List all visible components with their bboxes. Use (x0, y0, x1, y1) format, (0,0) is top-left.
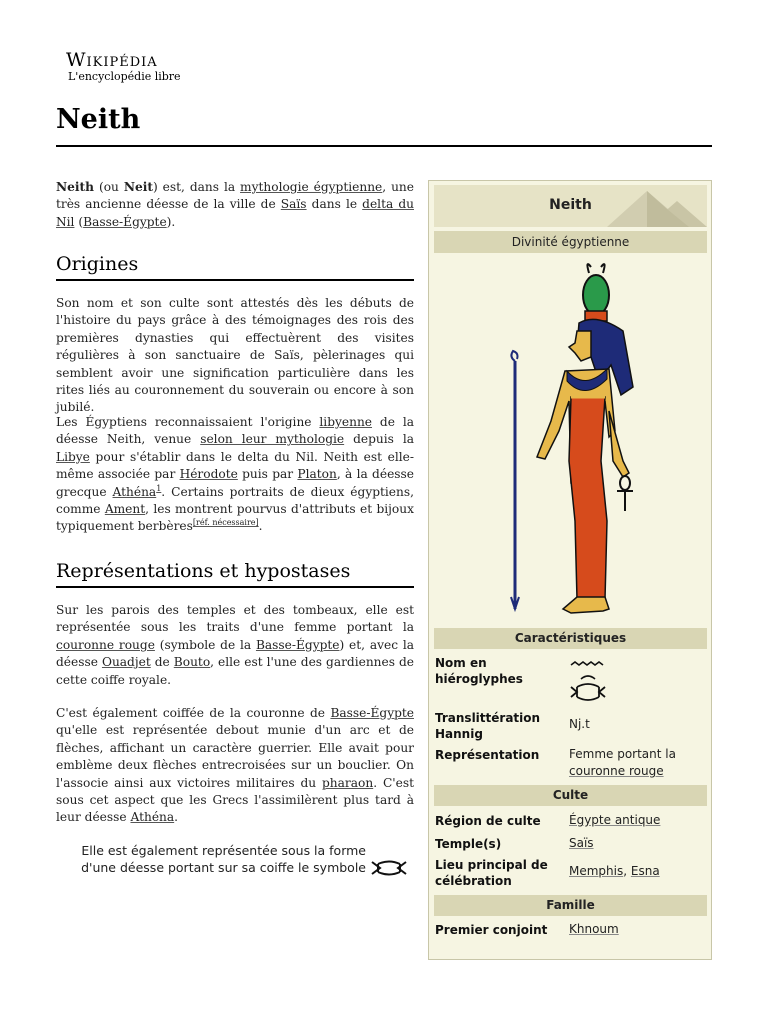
infobox-subtitle: Divinité égyptienne (434, 231, 707, 253)
inline-link[interactable]: mythologie égyptienne (240, 180, 383, 194)
infobox (428, 180, 712, 960)
infobox-title: Neith (549, 197, 592, 213)
wikipedia-logo[interactable] (66, 50, 206, 84)
text-run: de (150, 655, 174, 670)
text-run: (ou (94, 180, 124, 194)
value-transliteration: Nj.t (569, 717, 590, 731)
text-run: ). (166, 214, 176, 229)
inline-link[interactable]: Basse-Égypte (330, 706, 414, 720)
origines-paragraph-2 (56, 414, 414, 536)
text-run: pour s'établir dans le delta du Nil. Neith est elle-même associée par (56, 449, 414, 482)
bold-term: Neith (56, 180, 95, 194)
text-run: . Certains portraits de dieux égyptiens, comme (56, 484, 414, 517)
text-run: . (258, 519, 263, 534)
text-run: , les montrent pourvus d'attributs et bijoux typiquement berbères (56, 502, 414, 534)
bold-term: Neit (123, 180, 153, 194)
inline-link[interactable]: Athéna (130, 810, 175, 825)
text-run: de la déesse Neith, venue (56, 415, 414, 447)
link-couronne-rouge[interactable]: couronne rouge (569, 764, 664, 778)
site-wordmark: Wikipédia (66, 49, 158, 71)
site-tagline: L'encyclopédie libre (68, 70, 181, 83)
text-run: depuis la (344, 432, 415, 447)
text-run: , elle est l'une des gardiennes de cette coiffe royale. (56, 655, 415, 687)
text-run: ( (74, 214, 84, 229)
title-divider (56, 145, 712, 147)
inline-link[interactable]: libyenne (319, 415, 373, 429)
figure-caption: Elle est également représentée sous la forme d'une déesse portant sur sa coiffe le symbole (81, 843, 366, 875)
inline-link[interactable]: selon leur mythologie (200, 432, 345, 447)
inline-link[interactable]: pharaon (322, 775, 374, 790)
label-hieroglyph-name: Nom en hiéroglyphes (435, 656, 523, 686)
page-title: Neith (56, 104, 141, 135)
text-run: puis par (237, 467, 298, 482)
section-heading-representations: Représentations et hypostases (56, 560, 351, 582)
text-run: Son nom et son culte sont attestés dès les débuts de l'histoire du pays grâce à des témoignages des rois des premières dynasties qui effectuèrent des visites régulières à son sanctuaire de Saïs, pèlerinages qui semblent avoir une signification particulière dans les rites liés au couronnement du souverain ou encore à son jubilé. (56, 296, 414, 415)
link-khnoum[interactable]: Khnoum (569, 922, 619, 936)
text-run: Sur les parois des temples et des tombeaux, elle est représentée sous les traits d'une femme portant la (56, 603, 414, 635)
label-temples: Temple(s) (435, 837, 502, 851)
origines-paragraph-1 (56, 295, 414, 417)
link-esna[interactable]: Esna (630, 864, 660, 878)
text-run: , à la déesse grecque (56, 467, 414, 499)
link-sais[interactable]: Saïs (569, 836, 594, 850)
intro-paragraph (56, 179, 414, 231)
inline-link[interactable]: Bouto (173, 655, 211, 670)
text-run: . (174, 810, 179, 825)
inline-link[interactable]: Ament (104, 502, 146, 517)
inline-link[interactable]: delta du Nil (56, 197, 414, 229)
link-memphis[interactable]: Memphis (569, 864, 624, 878)
label-transliteration: Translittération Hannig (435, 711, 541, 741)
reference-note[interactable]: [réf. nécessaire] (192, 518, 259, 528)
label-main-place: Lieu principal de célébration (435, 858, 548, 888)
text-run: Les Égyptiens reconnaissaient l'origine (56, 415, 320, 429)
representations-paragraph-1 (56, 602, 414, 689)
value-representation: Femme portant la couronne rouge (569, 747, 676, 778)
section-divider (56, 279, 414, 281)
infobox-section-family: Famille (434, 895, 707, 916)
inline-link[interactable]: Athéna (112, 484, 157, 499)
text-run: qu'elle est représentée debout munie d'un arc et de flèches, affichant un caractère guerrier. Elle avait pour emblème deux flèches entrecroisées sur un bouclier. On l'associe ainsi aux victoires militaires du (56, 723, 414, 790)
hieroglyph-name-icon[interactable] (569, 659, 609, 707)
inline-link[interactable]: Platon (297, 467, 337, 482)
infobox-header (434, 185, 707, 227)
section-heading-origines: Origines (56, 253, 139, 275)
inline-link[interactable]: Ouadjet (101, 655, 151, 670)
inline-link[interactable]: Hérodote (179, 467, 238, 482)
section-divider (56, 586, 414, 588)
value-cult-region (569, 812, 707, 829)
representations-paragraph-2 (56, 705, 414, 827)
inline-link[interactable]: Basse-Égypte (255, 637, 340, 652)
reference-note[interactable]: 1 (156, 483, 162, 493)
neith-goddess-image[interactable] (505, 261, 645, 623)
value-temples (569, 835, 707, 852)
infobox-section-characteristics: Caractéristiques (434, 628, 707, 649)
label-cult-region: Région de culte (435, 814, 541, 828)
inline-link[interactable]: Basse-Égypte (83, 214, 167, 229)
value-main-place: Memphis, Esna (569, 864, 660, 878)
infobox-section-cult: Culte (434, 785, 707, 806)
text-run: dans le (306, 197, 363, 212)
value-first-spouse (569, 921, 707, 938)
inline-link[interactable]: Saïs (280, 197, 307, 212)
text-run: ) est, dans la (152, 180, 241, 194)
shield-arrows-hieroglyph-icon (368, 858, 410, 878)
label-first-spouse: Premier conjoint (435, 923, 548, 937)
text-run: C'est également coiffée de la couronne de (56, 706, 331, 720)
text-run: ) et, avec la déesse (56, 637, 414, 670)
inline-link[interactable]: couronne rouge (56, 637, 155, 652)
text-run: , une très ancienne déesse de la ville de (56, 180, 414, 212)
text-run: (symbole de la (154, 637, 256, 652)
text-run: . C'est sous cet aspect que les Grecs l'assimilèrent plus tard à leur déesse (56, 775, 414, 825)
inline-link[interactable]: Libye (56, 449, 90, 464)
link-egypte-antique[interactable]: Égypte antique (569, 813, 661, 827)
label-representation: Représentation (435, 748, 540, 762)
